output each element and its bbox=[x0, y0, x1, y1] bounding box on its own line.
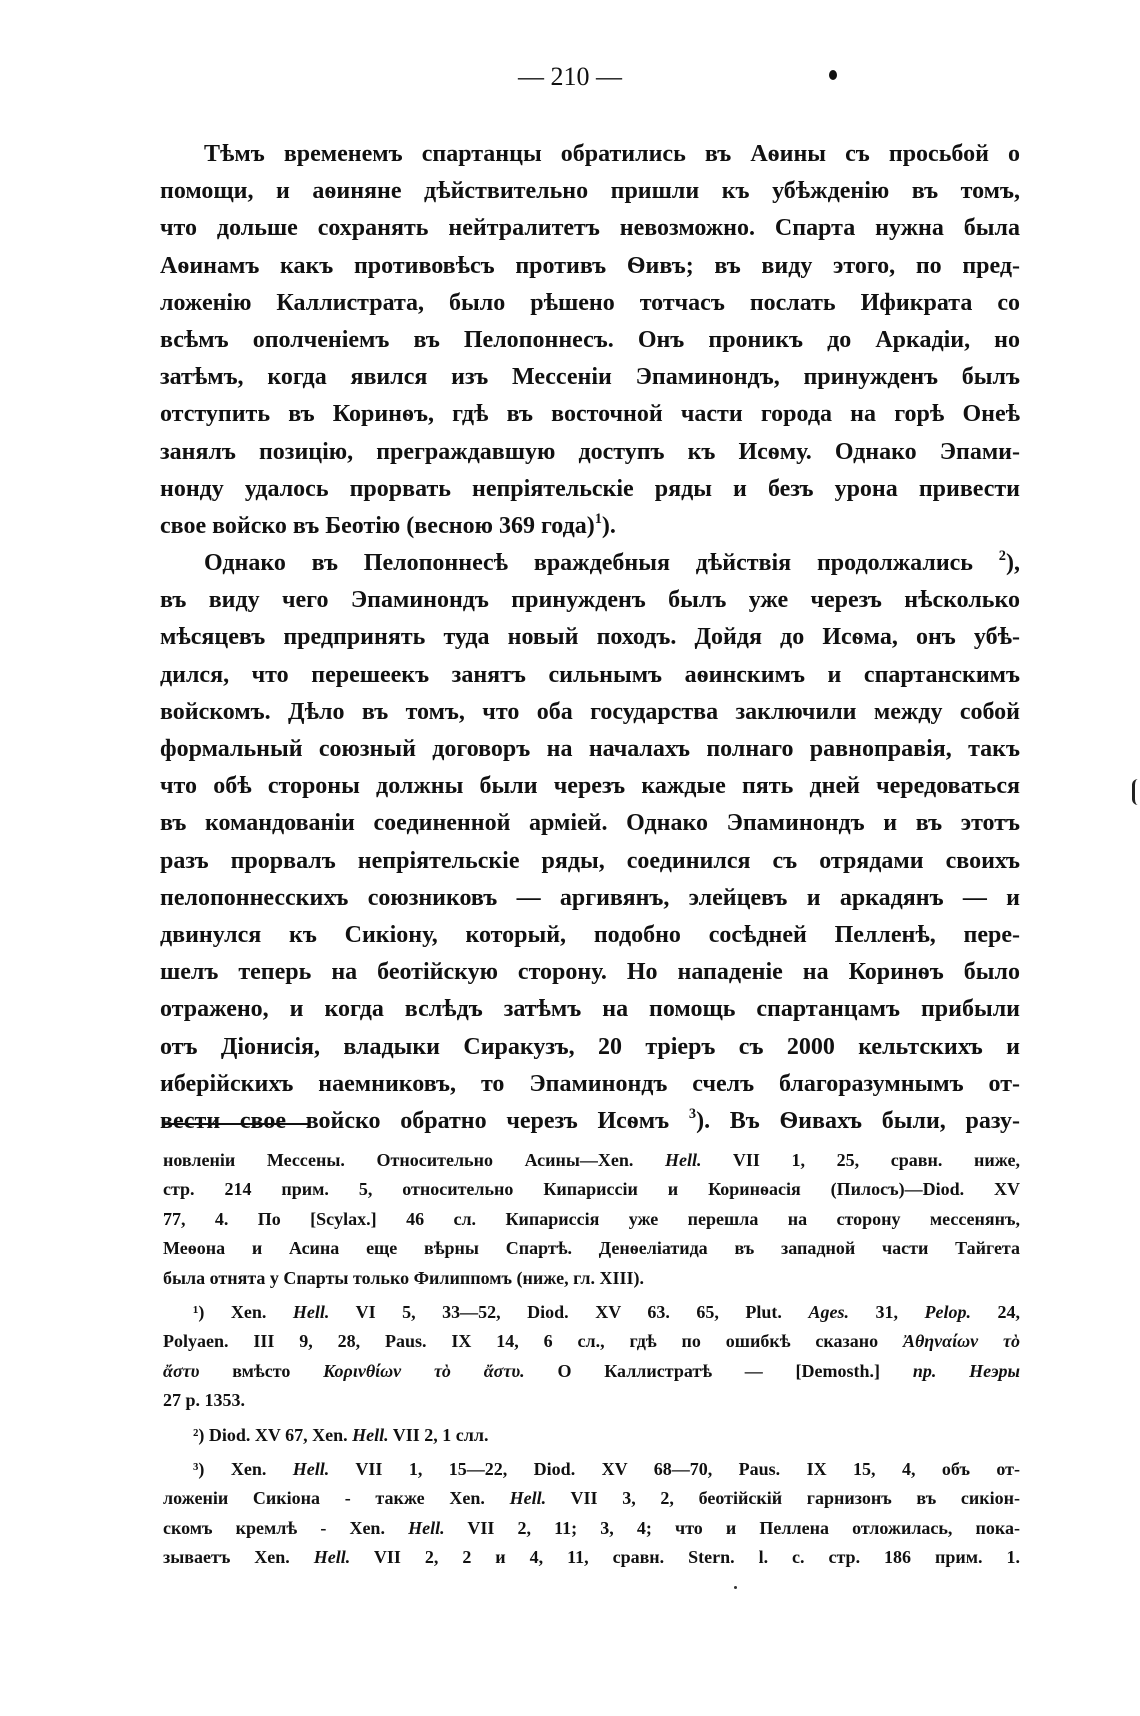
text-fragment: Hell. bbox=[665, 1150, 702, 1170]
text-line: помощи, и аѳиняне дѣйствительно пришли къ убѣжденію въ томъ, bbox=[160, 178, 1020, 205]
text-fragment: Hell. bbox=[292, 1301, 330, 1322]
text-line: иберійскихъ наемниковъ, то Эпаминондъ счелъ благоразумнымъ от- bbox=[160, 1070, 1020, 1097]
footnote-ref: 3 bbox=[688, 1105, 697, 1122]
text-fragment: пр. Неэры bbox=[912, 1360, 1020, 1381]
text-line: войскомъ. Дѣло въ томъ, что оба государства заключили между собой bbox=[160, 698, 1020, 725]
text-line: отъ Діонисія, владыки Сиракузъ, 20 тріеръ съ 2000 кельтскихъ и bbox=[160, 1033, 1020, 1060]
text-fragment: ), bbox=[1006, 550, 1020, 577]
text-fragment: вмѣсто bbox=[232, 1360, 291, 1381]
footnote-line bbox=[163, 1543, 1020, 1572]
greek-text: Κορινθίων τὸ ἄστυ. bbox=[323, 1360, 525, 1381]
text-fragment: ) bbox=[696, 1107, 705, 1134]
footnote-marker: ³) bbox=[193, 1458, 205, 1479]
text-line: въ командованіи соединенной арміей. Однако Эпаминондъ и въ этотъ bbox=[160, 810, 1020, 837]
footnote-ref: 2 bbox=[998, 547, 1006, 564]
footnote-marker: ¹) bbox=[193, 1301, 205, 1322]
text-fragment: 24, bbox=[997, 1301, 1020, 1322]
text-fragment: Diod. XV 67, Xen. bbox=[208, 1424, 348, 1445]
footnote-line bbox=[163, 1455, 1020, 1484]
footnote-line: Меѳона и Асина еще вѣрны Спартѣ. Денѳеліатида въ западной части Тайгета bbox=[163, 1238, 1020, 1259]
text-line: въ виду чего Эпаминондъ принужденъ былъ уже черезъ нѣсколько bbox=[160, 587, 1020, 614]
text-fragment: Однако въ Пелопоннесѣ враждебныя дѣйствія продолжались bbox=[204, 550, 973, 577]
text-line: дился, что перешеекъ занятъ сильнымъ аѳинскимъ и спартанскимъ bbox=[160, 661, 1020, 688]
footnote-line: 77, 4. По [Scylax.] 46 сл. Кипариссія уже перешла на сторону мессенянъ, bbox=[163, 1208, 1020, 1229]
text-line bbox=[160, 545, 1020, 582]
text-fragment: VII 1, 25, сравн. ниже, bbox=[732, 1150, 1020, 1170]
text-fragment: ) bbox=[601, 512, 610, 539]
text-fragment: зываетъ Xen. bbox=[163, 1547, 290, 1568]
footnote-line bbox=[163, 1327, 1020, 1356]
text-line: разъ прорвалъ непріятельскіе ряды, соединился съ отрядами своихъ bbox=[160, 847, 1020, 874]
footnote-line bbox=[163, 1484, 1020, 1513]
text-fragment: Ages. bbox=[808, 1301, 849, 1322]
text-line: пелопоннесскихъ союзниковъ — аргивянъ, элейцевъ и аркадянъ — и bbox=[160, 884, 1020, 911]
text-line: отражено, и когда вслѣдъ затѣмъ на помощь спартанцамъ прибыли bbox=[160, 996, 1020, 1023]
footnotes bbox=[163, 1146, 1020, 1572]
ink-speck bbox=[734, 1586, 737, 1589]
text-fragment: VI 5, 33—52, Diod. XV 63. 65, Plut. bbox=[355, 1301, 782, 1322]
text-fragment: Hell. bbox=[509, 1488, 547, 1509]
footnote-line bbox=[163, 1357, 1020, 1386]
text-fragment: скомъ кремлѣ - Xen. bbox=[163, 1517, 385, 1538]
text-fragment: Pelop. bbox=[924, 1301, 971, 1322]
text-fragment: О Каллистратѣ — [Demosth.] bbox=[557, 1360, 881, 1381]
text-fragment: Polyaen. III 9, 28, Paus. IX 14, 6 сл., гдѣ по ошибкѣ сказано bbox=[163, 1331, 879, 1352]
text-line: нонду удалось прорвать непріятельскіе ряды и безъ урона привести bbox=[160, 475, 1020, 502]
text-line: что дольше сохранять нейтралитетъ невозможно. Спарта нужна была bbox=[160, 215, 1020, 242]
text-line: формальный союзный договоръ на началахъ полнаго равноправія, такъ bbox=[160, 736, 1020, 762]
footnote-separator bbox=[163, 1123, 308, 1125]
ink-dot bbox=[829, 70, 837, 80]
text-line: Аѳинамъ какъ противовѣсъ противъ Ѳивъ; въ виду этого, по пред- bbox=[160, 252, 1020, 279]
text-line: Тѣмъ временемъ спартанцы обратились въ Аѳины съ просьбой о bbox=[204, 141, 1020, 167]
text-line: мѣсяцевъ предпринять туда новый походъ. Дойдя до Исѳма, онъ убѣ- bbox=[160, 624, 1020, 651]
main-text bbox=[160, 136, 1020, 1140]
text-fragment: Xen. bbox=[230, 1458, 267, 1479]
footnote-line bbox=[163, 1514, 1020, 1543]
text-fragment: Hell. bbox=[313, 1547, 351, 1568]
text-fragment: вести свое войско обратно черезъ Исѳмъ bbox=[160, 1107, 670, 1134]
text-line: двинулся къ Сикіону, который, подобно сосѣдней Пелленѣ, пере- bbox=[160, 921, 1020, 948]
text-fragment: . bbox=[609, 512, 616, 539]
text-line: шелъ теперь на беотійскую сторону. Но нападеніе на Коринѳъ было bbox=[160, 959, 1020, 986]
text-fragment: свое войско въ Беотію (весною 369 года) bbox=[160, 512, 595, 539]
text-fragment: Hell. bbox=[408, 1517, 445, 1538]
text-line: затѣмъ, когда явился изъ Мессеніи Эпаминондъ, принужденъ былъ bbox=[160, 364, 1020, 391]
text-fragment: Hell. bbox=[352, 1424, 389, 1445]
text-line: занялъ позицію, преграждавшую доступъ къ Исѳму. Однако Эпами- bbox=[160, 438, 1020, 465]
greek-text: Ἀθηναίων τὸ bbox=[902, 1331, 1020, 1352]
greek-text: ἄστυ bbox=[163, 1360, 200, 1381]
footnote-line: была отнята у Спарты только Филиппомъ (ниже, гл. XIII). bbox=[163, 1267, 644, 1288]
margin-mark bbox=[1132, 779, 1139, 805]
text-fragment: 31, bbox=[875, 1301, 898, 1322]
footnote-marker: ²) bbox=[193, 1424, 205, 1445]
text-line: отступить въ Коринѳъ, гдѣ въ восточной части города на горѣ Онеѣ bbox=[160, 401, 1020, 428]
footnote-line bbox=[163, 1298, 1020, 1327]
text-fragment: VII 2, 2 и 4, 11, сравн. Stern. l. c. стр. 186 прим. 1. bbox=[373, 1547, 1020, 1568]
text-fragment: Xen. bbox=[230, 1301, 267, 1322]
text-line: всѣмъ ополченіемъ въ Пелопоннесъ. Онъ проникъ до Аркадіи, но bbox=[160, 326, 1020, 353]
text-line bbox=[160, 1103, 1020, 1140]
text-fragment: новленіи Мессены. Относительно Асины—Xen. bbox=[163, 1150, 634, 1170]
footnote-line: стр. 214 прим. 5, относительно Кипариссіи и Коринѳасія (Пилосъ)—Diod. XV bbox=[163, 1179, 1020, 1200]
footnote-line bbox=[163, 1146, 1020, 1175]
text-line: ложенію Каллистрата, было рѣшено тотчасъ послать Ификрата со bbox=[160, 289, 1020, 316]
footnote-ref: 1 bbox=[594, 510, 602, 527]
page-number: — 210 — bbox=[518, 62, 622, 91]
text-fragment: VII 2, 11; 3, 4; что и Пеллена отложилась, пока- bbox=[467, 1517, 1020, 1538]
text-fragment: VII 1, 15—22, Diod. XV 68—70, Paus. IX 15, 4, объ от- bbox=[355, 1458, 1020, 1479]
text-fragment: ложеніи Сикіона - также Xen. bbox=[163, 1488, 485, 1509]
text-fragment: Hell. bbox=[292, 1458, 330, 1479]
text-fragment: . Въ Ѳивахъ были, разу- bbox=[704, 1107, 1020, 1134]
footnote-line bbox=[163, 1421, 1020, 1450]
footnote-line: 27 p. 1353. bbox=[163, 1390, 246, 1411]
text-fragment: VII 2, 1 слл. bbox=[392, 1424, 489, 1445]
text-line bbox=[160, 508, 1020, 545]
text-fragment: VII 3, 2, беотійскій гарнизонъ въ сикіон- bbox=[570, 1488, 1020, 1509]
text-line: что обѣ стороны должны были черезъ каждые пять дней чередоваться bbox=[160, 773, 1020, 800]
